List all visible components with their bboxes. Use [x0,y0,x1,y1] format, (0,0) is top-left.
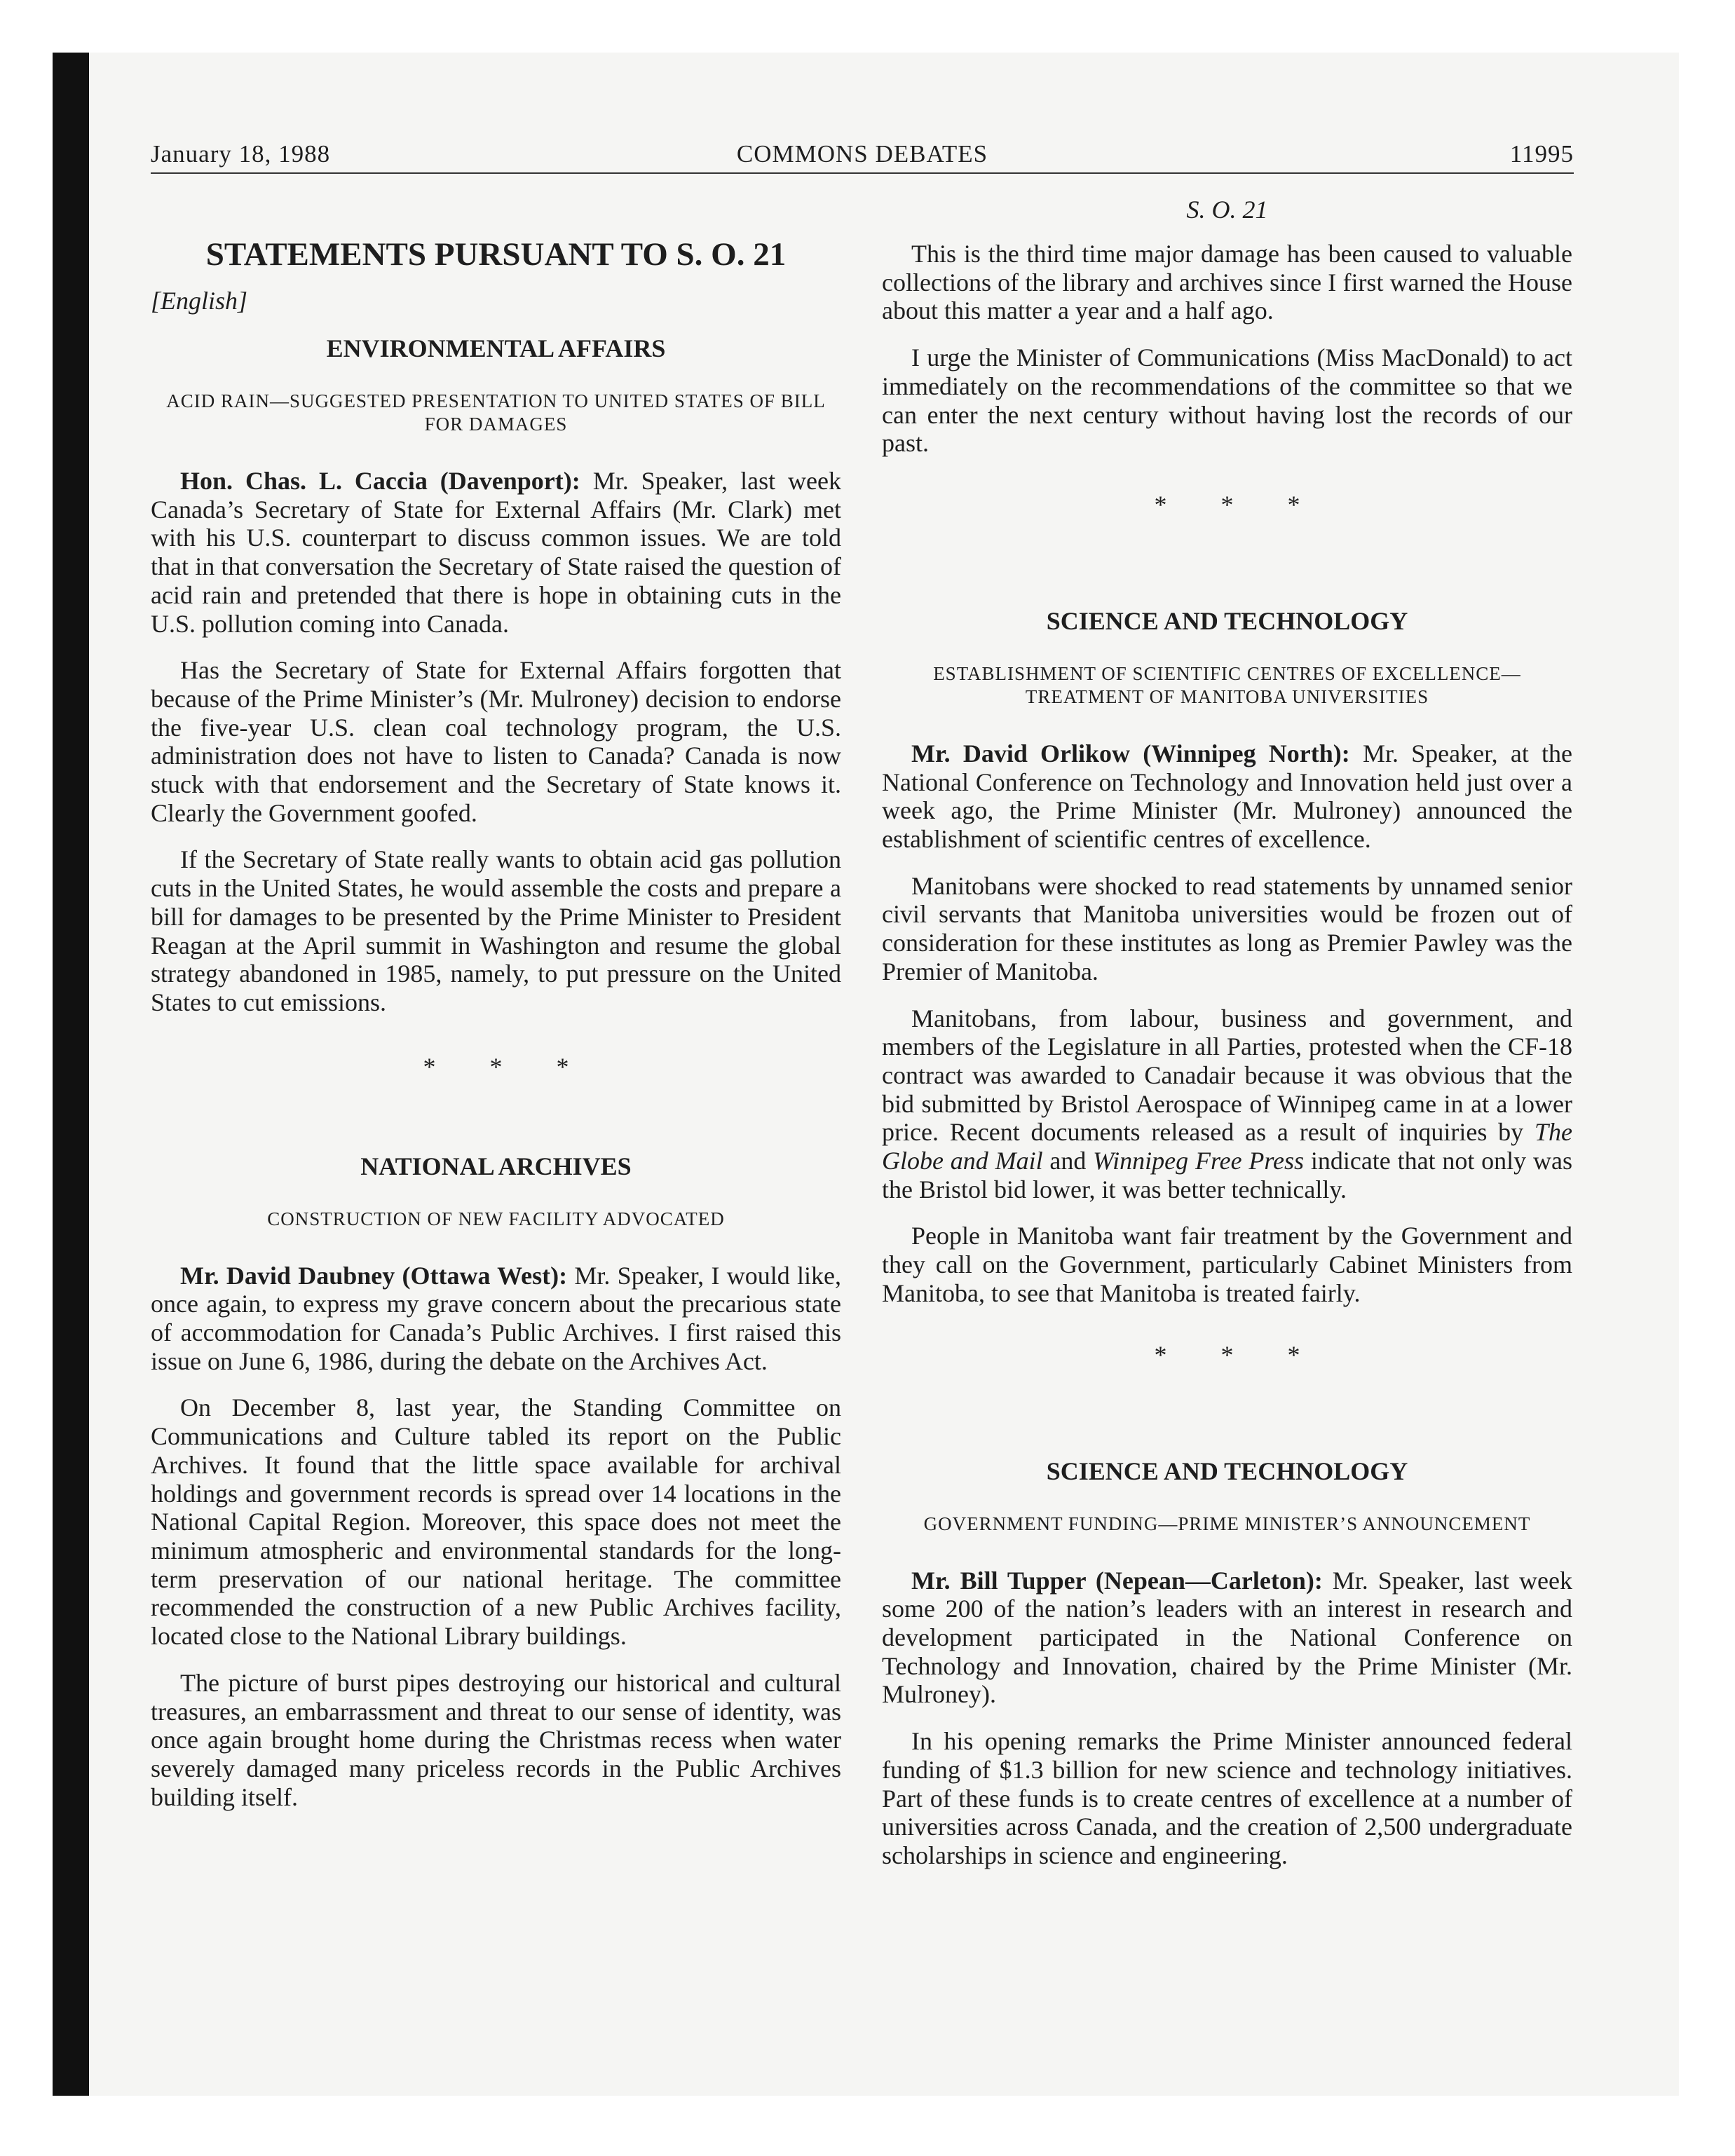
statement-paragraph: People in Manitoba want fair treatment by the Government and they call on the Government, particularly Cabinet Ministers from Manitoba, to see that Manitoba is treated fairly. [882,1222,1572,1307]
statement-paragraph [151,467,841,638]
statement-paragraph: In his opening remarks the Prime Minister announced federal funding of $1.3 billion for new science and technology initiatives. Part of these funds is to create centres of excellence at a number of universities across Canada, and the creation of 2,500 undergraduate scholarships in science and engineering. [882,1727,1572,1869]
section-separator: * * * [1154,1340,1324,1369]
running-header [151,140,1574,174]
speaker-name: Mr. David Orlikow (Winnipeg North): [911,739,1350,767]
statement-paragraph: The picture of burst pipes destroying our historical and cultural treasures, an embarrassment and threat to our sense of identity, was once again brought home during the Christmas recess when water severely damaged many priceless records in the Public Archives building itself. [151,1668,841,1811]
section-subheading: GOVERNMENT FUNDING—PRIME MINISTER’S ANNOUNCEMENT [923,1513,1531,1534]
section-subheading: CONSTRUCTION OF NEW FACILITY ADVOCATED [267,1208,725,1229]
paragraph-text: and [1042,1147,1094,1175]
main-heading: STATEMENTS PURSUANT TO S. O. 21 [205,236,787,273]
paragraph-text: Mr. Speaker, at the National Conference on Technology and Innovation held just over a week ago, the Prime Minister (Mr. Mulroney) announced the establishment of scientific centres of excellence. [882,739,1572,854]
speaker-name: Hon. Chas. L. Caccia (Davenport): [180,467,580,495]
statement-paragraph [882,739,1572,854]
statement-paragraph: Manitobans were shocked to read statements by unnamed senior civil servants that Manitoba universities would be frozen out of consideration for these institutes as long as Premier Pawley was the Premier of Manitoba. [882,871,1572,985]
left-column [151,195,841,1829]
section-heading: NATIONAL ARCHIVES [360,1152,632,1180]
publication-name: Winnipeg Free Press [1093,1147,1305,1175]
section-heading: SCIENCE AND TECHNOLOGY [1046,606,1408,635]
speaker-name: Mr. David Daubney (Ottawa West): [180,1261,568,1290]
paragraph-text: Mr. Speaker, last week some 200 of the nation’s leaders with an interest in research and development participated in the National Conference on Technology and Innovation, chaired by the Prime Minister (Mr. Mulroney). [882,1566,1573,1709]
statement-paragraph [882,1004,1572,1204]
paragraph-text: indicate that not only was the Bristol bid lower, it was better technically. [882,1147,1572,1203]
speaker-name: Mr. Bill Tupper (Nepean—Carleton): [911,1566,1323,1595]
section-separator: * * * [1154,490,1324,519]
scan-binding-edge [53,53,89,2096]
section-separator: * * * [423,1052,593,1081]
language-marker: [English] [151,287,248,315]
section-heading: ENVIRONMENTAL AFFAIRS [326,334,666,362]
statement-paragraph: If the Secretary of State really wants to obtain acid gas pollution cuts in the United States, he would assemble the costs and prepare a bill for damages to be presented by the Prime Minister to President Reagan at the April summit in Washington and resume the global strategy abandoned in 1985, namely, to put pressure on the United States to cut emissions. [151,845,841,1016]
right-column [882,195,1572,1888]
section-subheading: ACID RAIN—SUGGESTED PRESENTATION TO UNITED STATES OF BILL FOR DAMAGES [166,390,826,435]
statement-paragraph: Has the Secretary of State for External Affairs forgotten that because of the Prime Minister’s (Mr. Mulroney) decision to endorse the five-year U.S. clean coal technology program, the U.S. administration does not have to listen to Canada? Canada is now stuck with that endorsement and the Secretary of State knows it. Clearly the Government goofed. [151,656,841,827]
statement-paragraph [151,1262,841,1376]
publication-name: The Globe and Mail [882,1118,1572,1175]
statement-paragraph: On December 8, last year, the Standing Committee on Communications and Culture tabled its report on the Public Archives. It found that the little space available for archival holdings and government records is spread over 14 locations in the National Capital Region. Moreover, this space does not meet the minimum atmospheric and environmental standards for the long-term preservation of our national heritage. The committee recommended the construction of a new Public Archives facility, located close to the National Library buildings. [151,1393,841,1651]
paragraph-text: Mr. Speaker, I would like, once again, to express my grave concern about the precarious state of accommodation for Canada’s Public Archives. I first raised this issue on June 6, 1986, during the debate on the Archives Act. [151,1261,841,1375]
header-page-number: 11995 [1509,140,1574,168]
statement-paragraph: This is the third time major damage has been caused to valuable collections of the library and archives since I first warned the House about this matter a year and a half ago. [882,240,1572,325]
standing-order-label: S. O. 21 [1186,196,1268,224]
paragraph-text: Mr. Speaker, last week Canada’s Secretary of State for External Affairs (Mr. Clark) met with his U.S. counterpart to discuss common issues. We are told that in that conversation the Secretary of State raised the question of acid rain and pretended that there is hope in obtaining cuts in the U.S. pollution coming into Canada. [151,467,841,638]
section-subheading: ESTABLISHMENT OF SCIENTIFIC CENTRES OF EXCELLENCE—TREATMENT OF MANITOBA UNIVERSITIES [933,662,1521,707]
paragraph-text: Manitobans, from labour, business and government, and members of the Legislature in all Parties, protested when the CF-18 contract was awarded to Canadair because it was obvious that the bid submitted by Bristol Aerospace of Winnipeg came in at a lower price. Recent documents released as a result of inquiries by [882,1004,1572,1147]
header-date: January 18, 1988 [151,140,331,168]
header-title: COMMONS DEBATES [736,140,988,168]
statement-paragraph [882,1567,1572,1710]
statement-paragraph: I urge the Minister of Communications (Miss MacDonald) to act immediately on the recommendations of the committee so that we can enter the next century without having lost the records of our past. [882,343,1572,458]
section-heading: SCIENCE AND TECHNOLOGY [1046,1456,1408,1485]
